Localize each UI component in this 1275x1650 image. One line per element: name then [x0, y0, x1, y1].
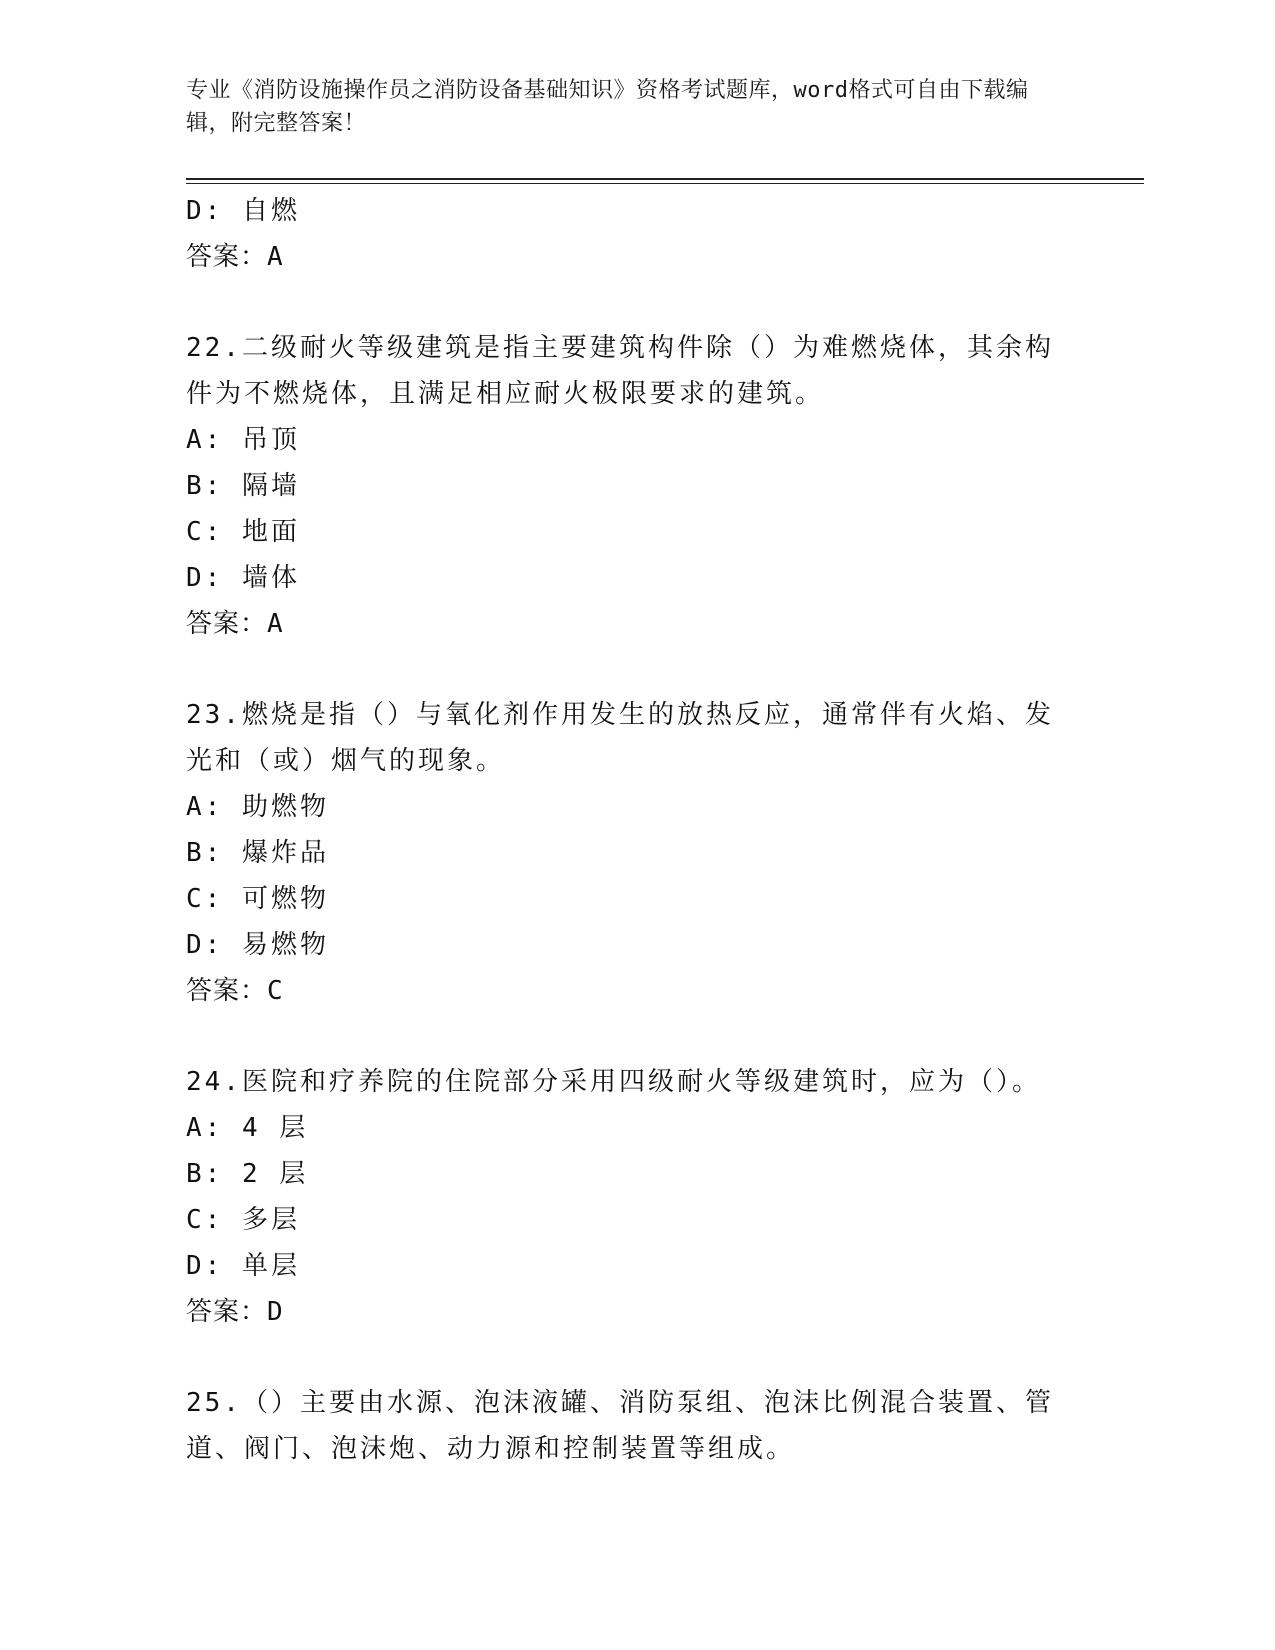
question-23-option-c: C: 可燃物 — [186, 884, 329, 914]
question-22-text: 22.二级耐火等级建筑是指主要建筑构件除（）为难燃烧体，其余构件为不燃烧体，且满足相应耐火极限要求的建筑。 — [186, 333, 1054, 409]
header-rule-thin — [186, 183, 1144, 184]
question-24-option-a: A: 4 层 — [186, 1113, 309, 1143]
question-24-option-c: C: 多层 — [186, 1205, 300, 1235]
question-23-text: 23.燃烧是指（）与氧化剂作用发生的放热反应，通常伴有火焰、发光和（或）烟气的现象。 — [186, 700, 1054, 776]
question-list — [186, 188, 1086, 1472]
question-24-option-d: D: 单层 — [186, 1251, 300, 1281]
question-24-answer: 答案：D — [186, 1297, 284, 1327]
question-24-text: 24.医院和疗养院的住院部分采用四级耐火等级建筑时，应为（）。 — [186, 1067, 1041, 1097]
question-22-option-d: D: 墙体 — [186, 563, 300, 593]
question-23-option-a: A: 助燃物 — [186, 792, 329, 822]
question-23-option-b: B: 爆炸品 — [186, 838, 329, 868]
prev-option-d: D: 自燃 — [186, 196, 300, 226]
question-23-answer: 答案：C — [186, 976, 284, 1006]
question-24-option-b: B: 2 层 — [186, 1159, 309, 1189]
question-22-option-c: C: 地面 — [186, 517, 300, 547]
question-25-text: 25.（）主要由水源、泡沫液罐、消防泵组、泡沫比例混合装置、管道、阀门、泡沫炮、动力源和控制装置等组成。 — [186, 1388, 1054, 1464]
question-22-answer: 答案：A — [186, 609, 284, 639]
document-header: 专业《消防设施操作员之消防设备基础知识》资格考试题库，word格式可自由下载编辑，附完整答案！ — [186, 78, 1029, 136]
header-rule-thick — [186, 178, 1144, 180]
prev-answer: 答案：A — [186, 242, 284, 272]
question-23-option-d: D: 易燃物 — [186, 930, 329, 960]
question-22-option-a: A: 吊顶 — [186, 425, 300, 455]
question-22-option-b: B: 隔墙 — [186, 471, 300, 501]
